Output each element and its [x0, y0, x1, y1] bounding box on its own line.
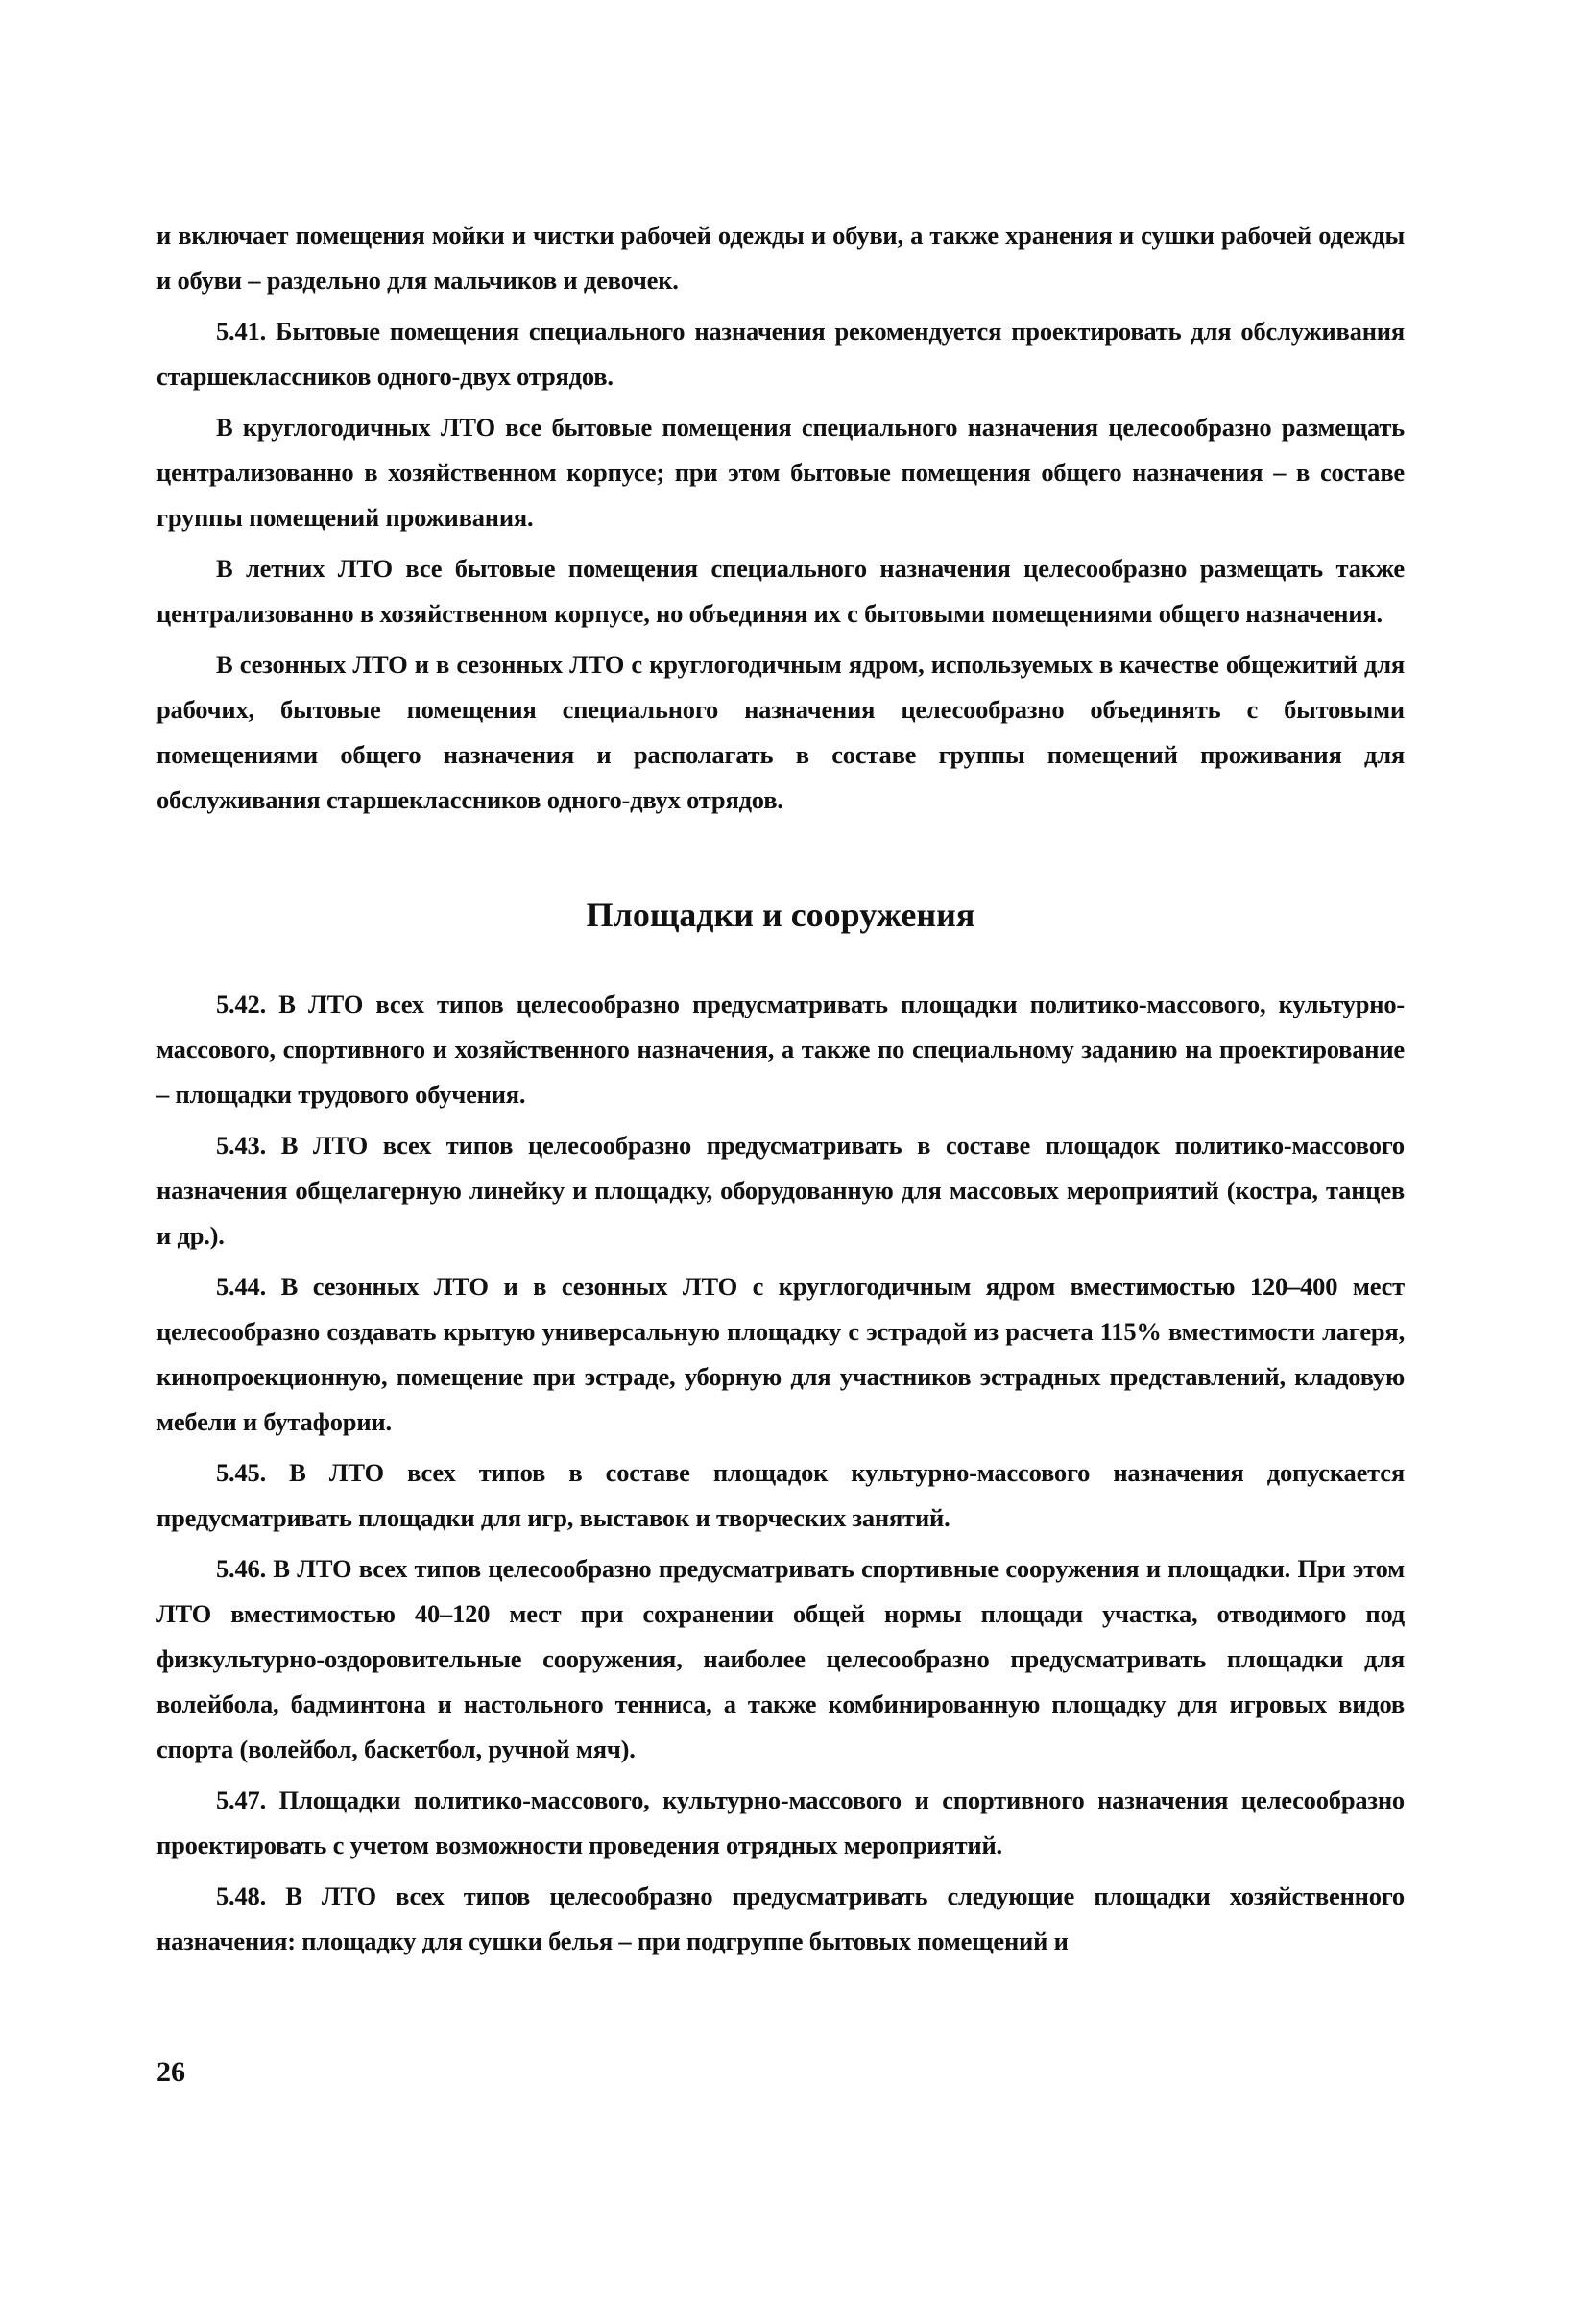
paragraph-5-45: 5.45. В ЛТО всех типов в составе площадок культурно-массового назначения допускается предусматривать площадки для игр, выставок и творческих занятий. [156, 1458, 1405, 1532]
paragraph-5-42: 5.42. В ЛТО всех типов целесообразно предусматривать площадки политико-массового, культурно-массового, спортивного и хозяйственного назначения, а также по специальному заданию на проектирование – площадки трудового обучения. [156, 990, 1405, 1109]
paragraph-5-47: 5.47. Площадки политико-массового, культурно-массового и спортивного назначения целесообразно проектировать с учетом возможности проведения отрядных мероприятий. [156, 1785, 1405, 1859]
paragraph-year-round-camps: В круглогодичных ЛТО все бытовые помещения специального назначения целесообразно размещать централизованно в хозяйственном корпусе; при этом бытовые помещения общего назначения – в составе группы помещений проживания. [156, 413, 1405, 532]
page-body [156, 213, 1405, 1970]
paragraph-5-43: 5.43. В ЛТО всех типов целесообразно предусматривать в составе площадок политико-массового назначения общелагерную линейку и площадку, оборудованную для массовых мероприятий (костра, танцев и др.). [156, 1131, 1405, 1250]
paragraph-summer-camps: В летних ЛТО все бытовые помещения специального назначения целесообразно размещать также централизованно в хозяйственном корпусе, но объединяя их с бытовыми помещениями общего назначения. [156, 554, 1405, 628]
paragraph-5-46: 5.46. В ЛТО всех типов целесообразно предусматривать спортивные сооружения и площадки. При этом ЛТО вместимостью 40–120 мест при сохранении общей нормы площади участка, отводимого под физкультурно-оздоровительные сооружения, наиболее целесообразно предусматривать площадки для волейбола, бадминтона и настольного тенниса, а также комбинированную площадку для игровых видов спорта (волейбол, баскетбол, ручной мяч). [156, 1554, 1405, 1763]
paragraph-5-48: 5.48. В ЛТО всех типов целесообразно предусматривать следующие площадки хозяйственного назначения: площадку для сушки белья – при подгруппе бытовых помещений и [156, 1881, 1405, 1955]
paragraph-seasonal-camps: В сезонных ЛТО и в сезонных ЛТО с круглогодичным ядром, используемых в качестве общежитий для рабочих, бытовые помещения специального назначения целесообразно объединять с бытовыми помещениями общего назначения и располагать в составе группы помещений проживания для обслуживания старшеклассников одного-двух отрядов. [156, 650, 1405, 814]
section-title: Площадки и сооружения [586, 896, 975, 934]
paragraph-continuation: и включает помещения мойки и чистки рабочей одежды и обуви, а также хранения и сушки рабочей одежды и обуви – раздельно для мальчиков и девочек. [156, 221, 1405, 295]
page-number: 26 [156, 2056, 185, 2088]
paragraph-5-41: 5.41. Бытовые помещения специального назначения рекомендуется проектировать для обслуживания старшеклассников одного-двух отрядов. [156, 317, 1405, 391]
paragraph-5-44: 5.44. В сезонных ЛТО и в сезонных ЛТО с круглогодичным ядром вместимостью 120–400 мест целесообразно создавать крытую универсальную площадку с эстрадой из расчета 115% вместимости лагеря, кинопроекционную, помещение при эстраде, уборную для участников эстрадных представлений, кладовую мебели и бутафории. [156, 1272, 1405, 1436]
